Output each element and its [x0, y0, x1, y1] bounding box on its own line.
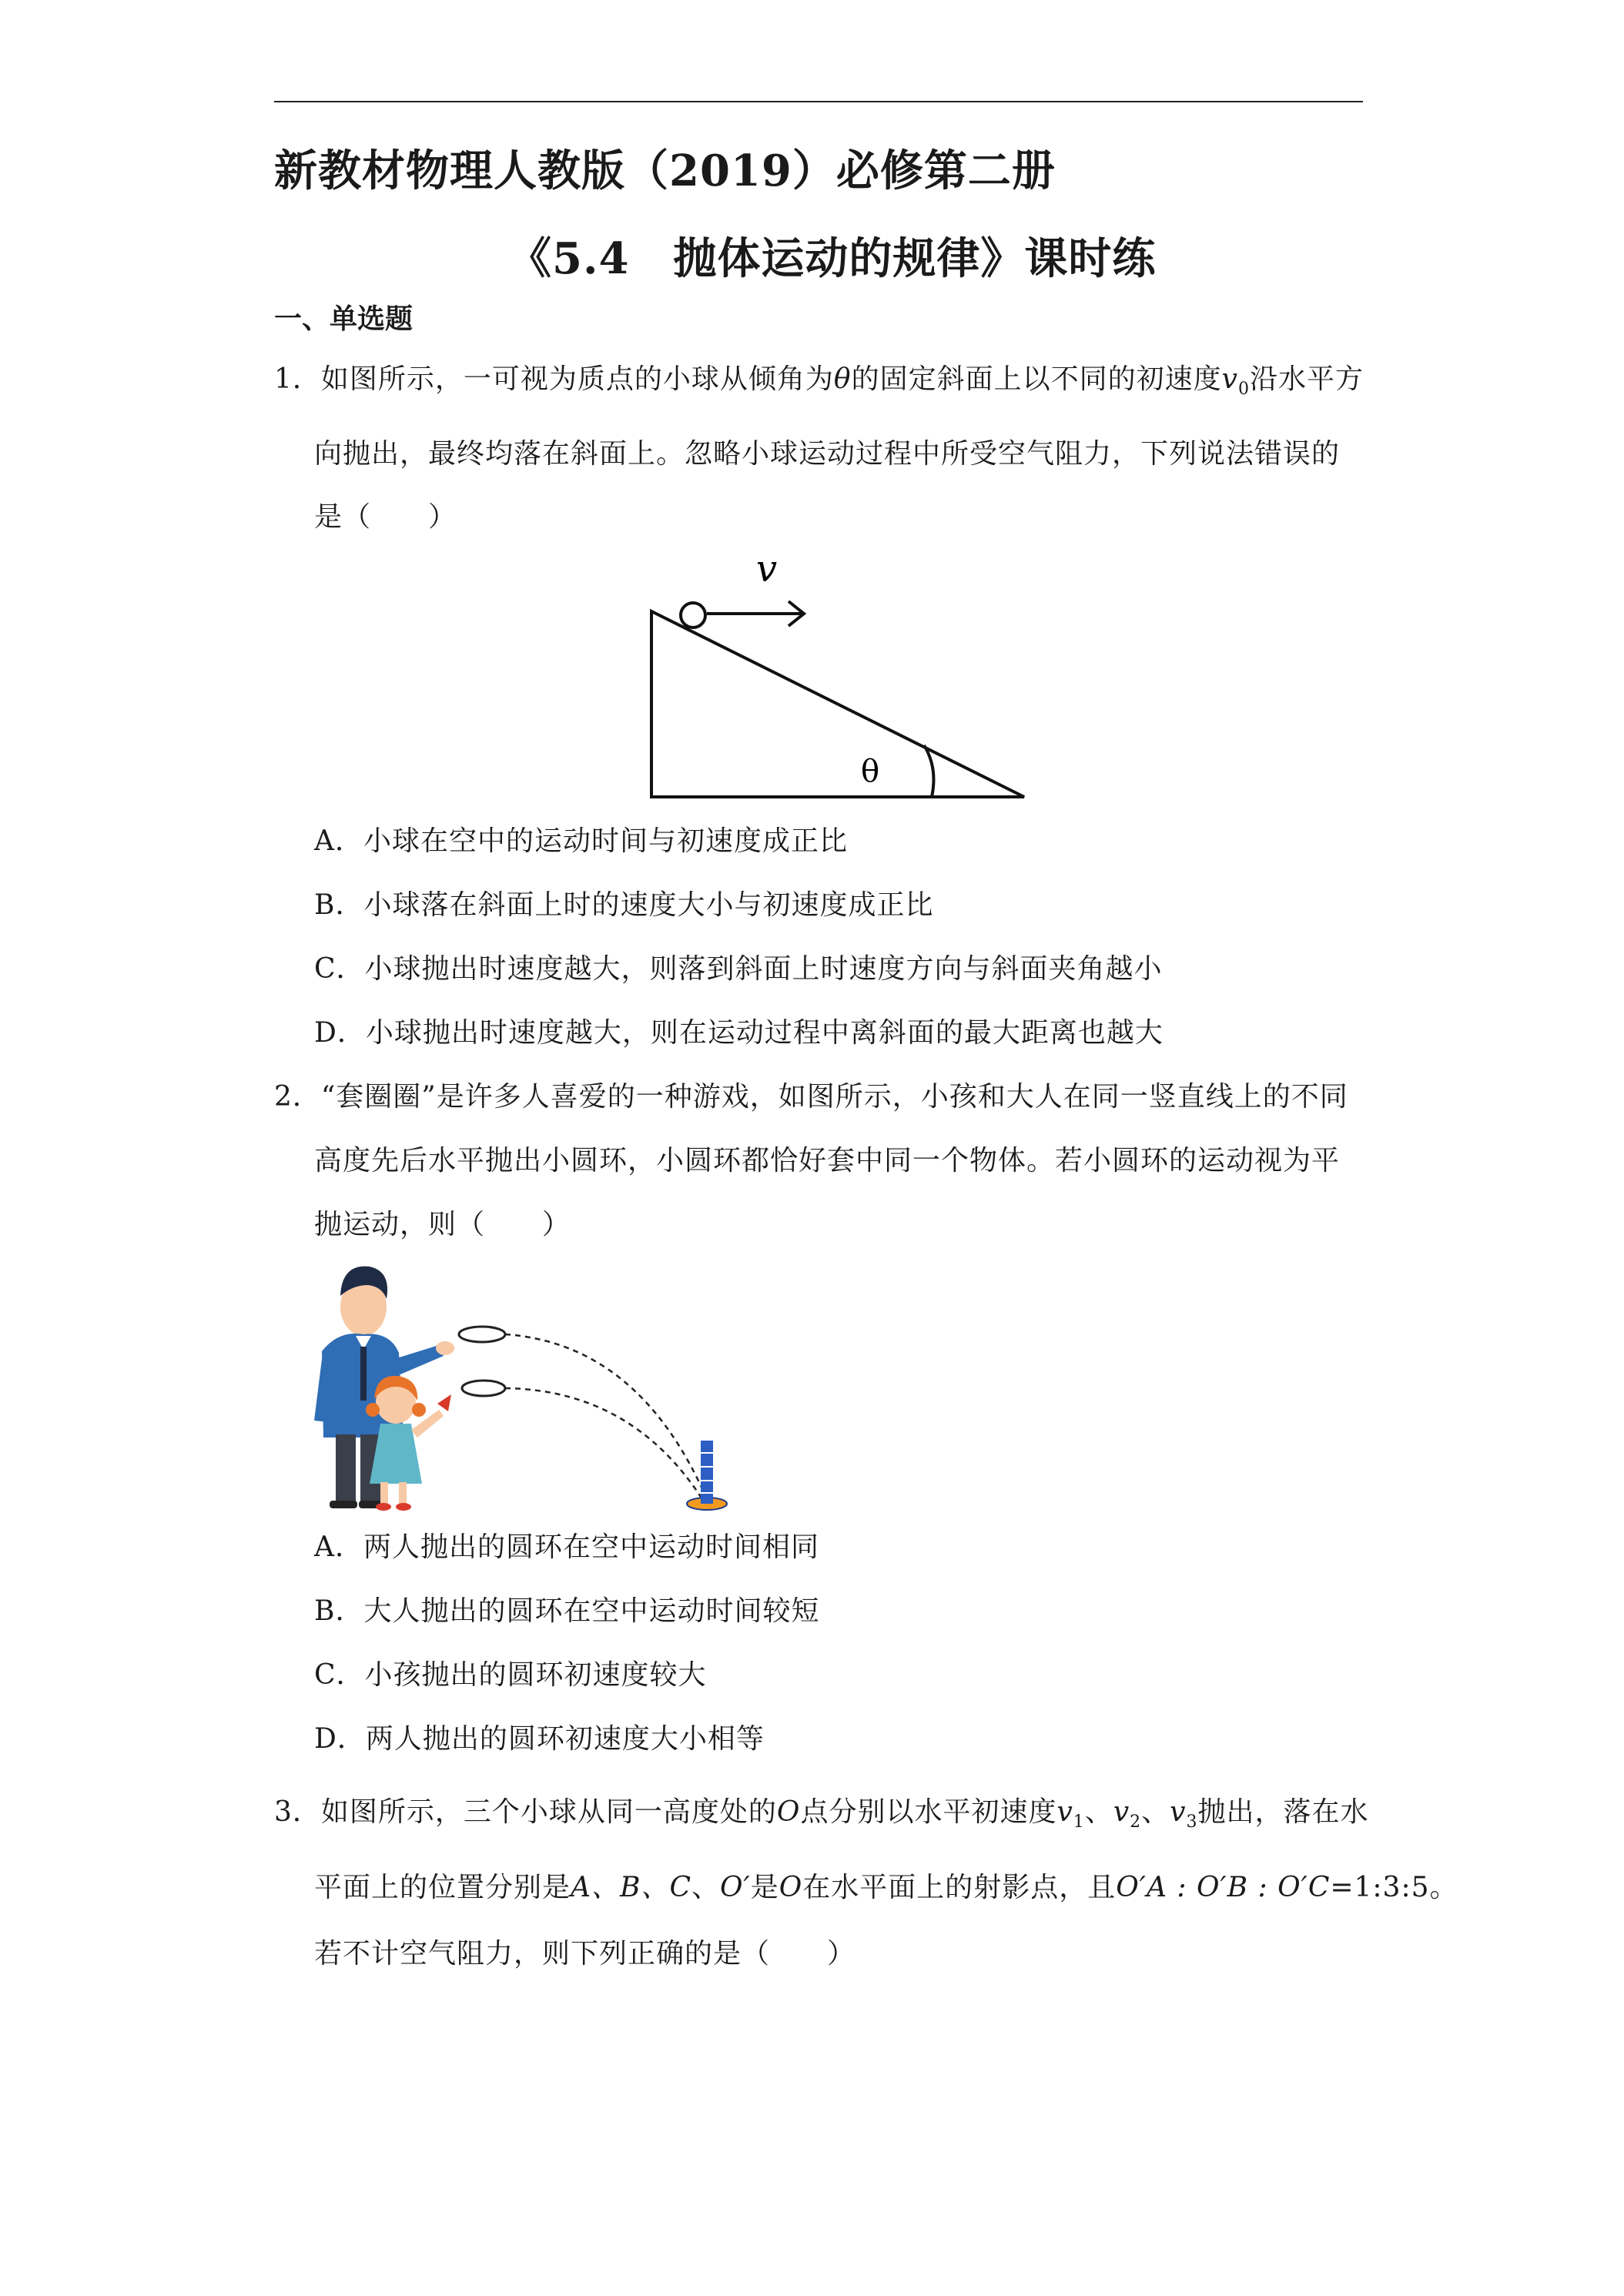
- adult-trajectory: [505, 1334, 707, 1499]
- q2-option-c: C．小孩抛出的圆环初速度较大: [314, 1659, 707, 1691]
- angle-arc: [924, 745, 933, 797]
- q1-option-a: A．小球在空中的运动时间与初速度成正比: [314, 825, 848, 857]
- header-rule: [274, 101, 1363, 102]
- q2-option-d: D．两人抛出的圆环初速度大小相等: [314, 1723, 765, 1755]
- q2-line2: 高度先后水平抛出小圆环，小圆环都恰好套中同一个物体。若小圆环的运动视为平: [314, 1145, 1341, 1176]
- document-title: 新教材物理人教版（2019）必修第二册: [274, 146, 1056, 196]
- q2-line3: 抛运动，则（ ）: [314, 1209, 571, 1240]
- q2-option-a: A．两人抛出的圆环在空中运动时间相同: [314, 1531, 819, 1563]
- q3-line1: 3．如图所示，三个小球从同一高度处的O点分别以水平初速度$v_1$、$v_2$、$v_3$抛出，落在水: [274, 1796, 1369, 1832]
- velocity-label: v: [756, 551, 778, 591]
- document-subtitle: 《5.4 抛体运动的规律》课时练: [508, 233, 1157, 284]
- q1-number: 1．: [274, 363, 321, 395]
- q2-number: 2．: [274, 1081, 321, 1113]
- child-ring: [462, 1381, 505, 1396]
- q1-line2: 向抛出，最终均落在斜面上。忽略小球运动过程中所受空气阻力，下列说法错误的: [314, 438, 1341, 470]
- q1-line3: 是（ ）: [314, 501, 457, 533]
- target-post: [701, 1441, 713, 1504]
- incline-figure: [639, 551, 1040, 805]
- q1-option-c: C．小球抛出时速度越大，则落到斜面上时速度方向与斜面夹角越小: [314, 953, 1163, 985]
- ball: [681, 603, 705, 628]
- q1-line1: 1．如图所示，一可视为质点的小球从倾角为θ的固定斜面上以不同的初速度$v_0$沿水平方: [274, 363, 1364, 400]
- q3-line3: 若不计空气阻力，则下列正确的是（ ）: [314, 1938, 856, 1970]
- child-trajectory: [505, 1388, 702, 1499]
- ring-toss-figure: [308, 1259, 755, 1521]
- section-heading: 一、单选题: [274, 303, 414, 335]
- q2-line1: 2．“套圈圈”是许多人喜爱的一种游戏，如图所示，小孩和大人在同一竖直线上的不同: [274, 1081, 1348, 1113]
- angle-label: θ: [861, 754, 880, 789]
- q3-line2: 平面上的位置分别是A、B、C、O′是O在水平面上的射影点，且O′A : O′B : O′C=1:3:5。: [314, 1872, 1458, 1903]
- q1-option-b: B．小球落在斜面上时的速度大小与初速度成正比: [314, 889, 934, 921]
- incline-triangle: [651, 611, 1024, 797]
- q3-number: 3．: [274, 1796, 321, 1828]
- q1-option-d: D．小球抛出时速度越大，则在运动过程中离斜面的最大距离也越大: [314, 1017, 1164, 1049]
- q2-option-b: B．大人抛出的圆环在空中运动时间较短: [314, 1595, 820, 1627]
- adult-ring: [459, 1327, 505, 1342]
